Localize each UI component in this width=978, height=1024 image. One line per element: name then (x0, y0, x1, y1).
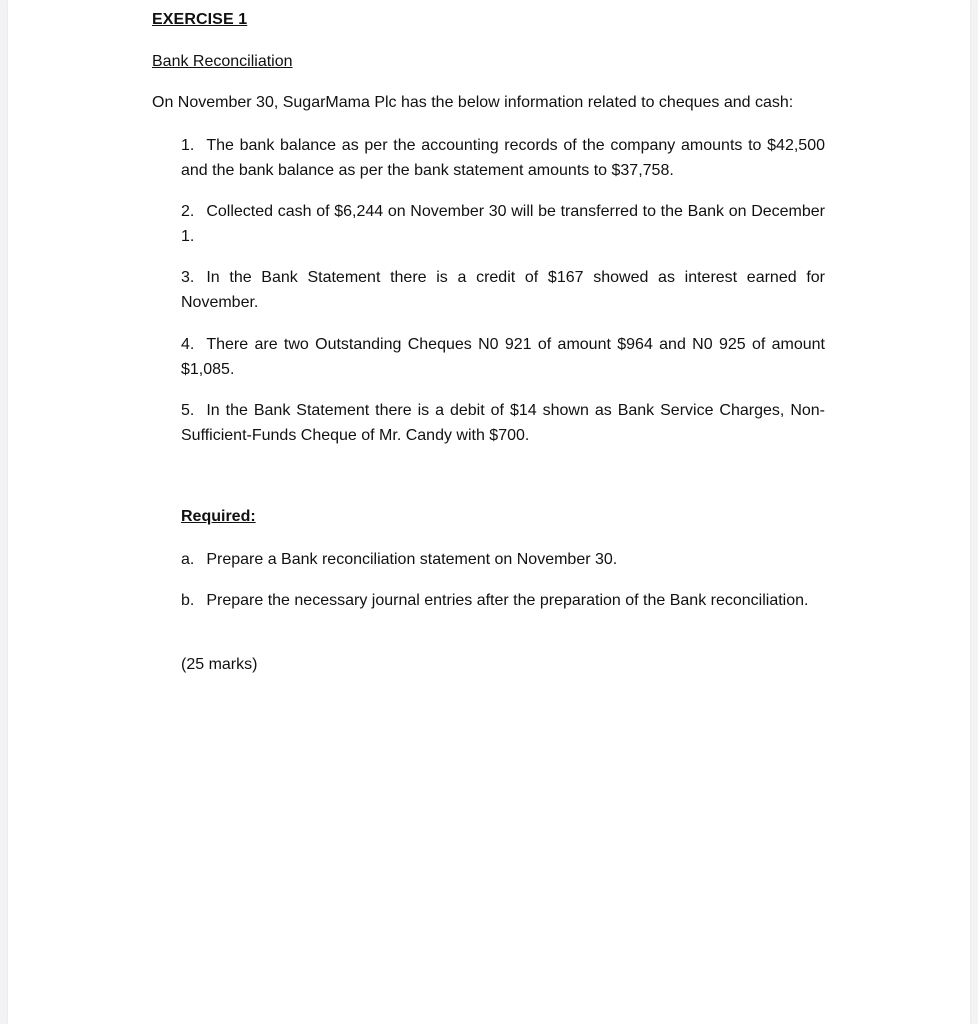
task-item-text: Prepare a Bank reconciliation statement on November 30. (206, 551, 618, 568)
document-page (8, 0, 970, 1024)
exercise-title: EXERCISE 1 (152, 11, 248, 28)
list-item-number: 3. (181, 269, 195, 286)
section-subtitle: Bank Reconciliation (152, 53, 293, 70)
list-item (181, 133, 825, 183)
required-heading: Required: (181, 508, 256, 525)
list-item (181, 398, 825, 448)
list-item-number: 2. (181, 203, 195, 220)
task-item-letter: a. (181, 551, 195, 568)
list-item (181, 332, 825, 382)
list-item-text: There are two Outstanding Cheques N0 921 of amount $964 and N0 925 of amount $1,085. (181, 336, 825, 378)
marks-note: (25 marks) (181, 656, 258, 673)
list-item (181, 199, 825, 249)
task-item (181, 588, 825, 613)
task-item (181, 547, 825, 572)
list-item-number: 1. (181, 137, 195, 154)
list-item-text: In the Bank Statement there is a credit of $167 showed as interest earned for November. (181, 269, 825, 311)
list-item-number: 4. (181, 336, 195, 353)
list-item (181, 265, 825, 315)
list-item-text: In the Bank Statement there is a debit of $14 shown as Bank Service Charges, Non-Sufficient-Funds Cheque of Mr. Candy with $700. (181, 402, 825, 444)
list-item-number: 5. (181, 402, 195, 419)
task-item-letter: b. (181, 592, 195, 609)
list-item-text: Collected cash of $6,244 on November 30 will be transferred to the Bank on December 1. (181, 203, 825, 245)
intro-paragraph: On November 30, SugarMama Plc has the below information related to cheques and cash: (152, 94, 794, 111)
task-item-text: Prepare the necessary journal entries after the preparation of the Bank reconciliation. (206, 592, 809, 609)
list-item-text: The bank balance as per the accounting records of the company amounts to $42,500 and the bank balance as per the bank statement amounts to $37,758. (181, 137, 825, 179)
